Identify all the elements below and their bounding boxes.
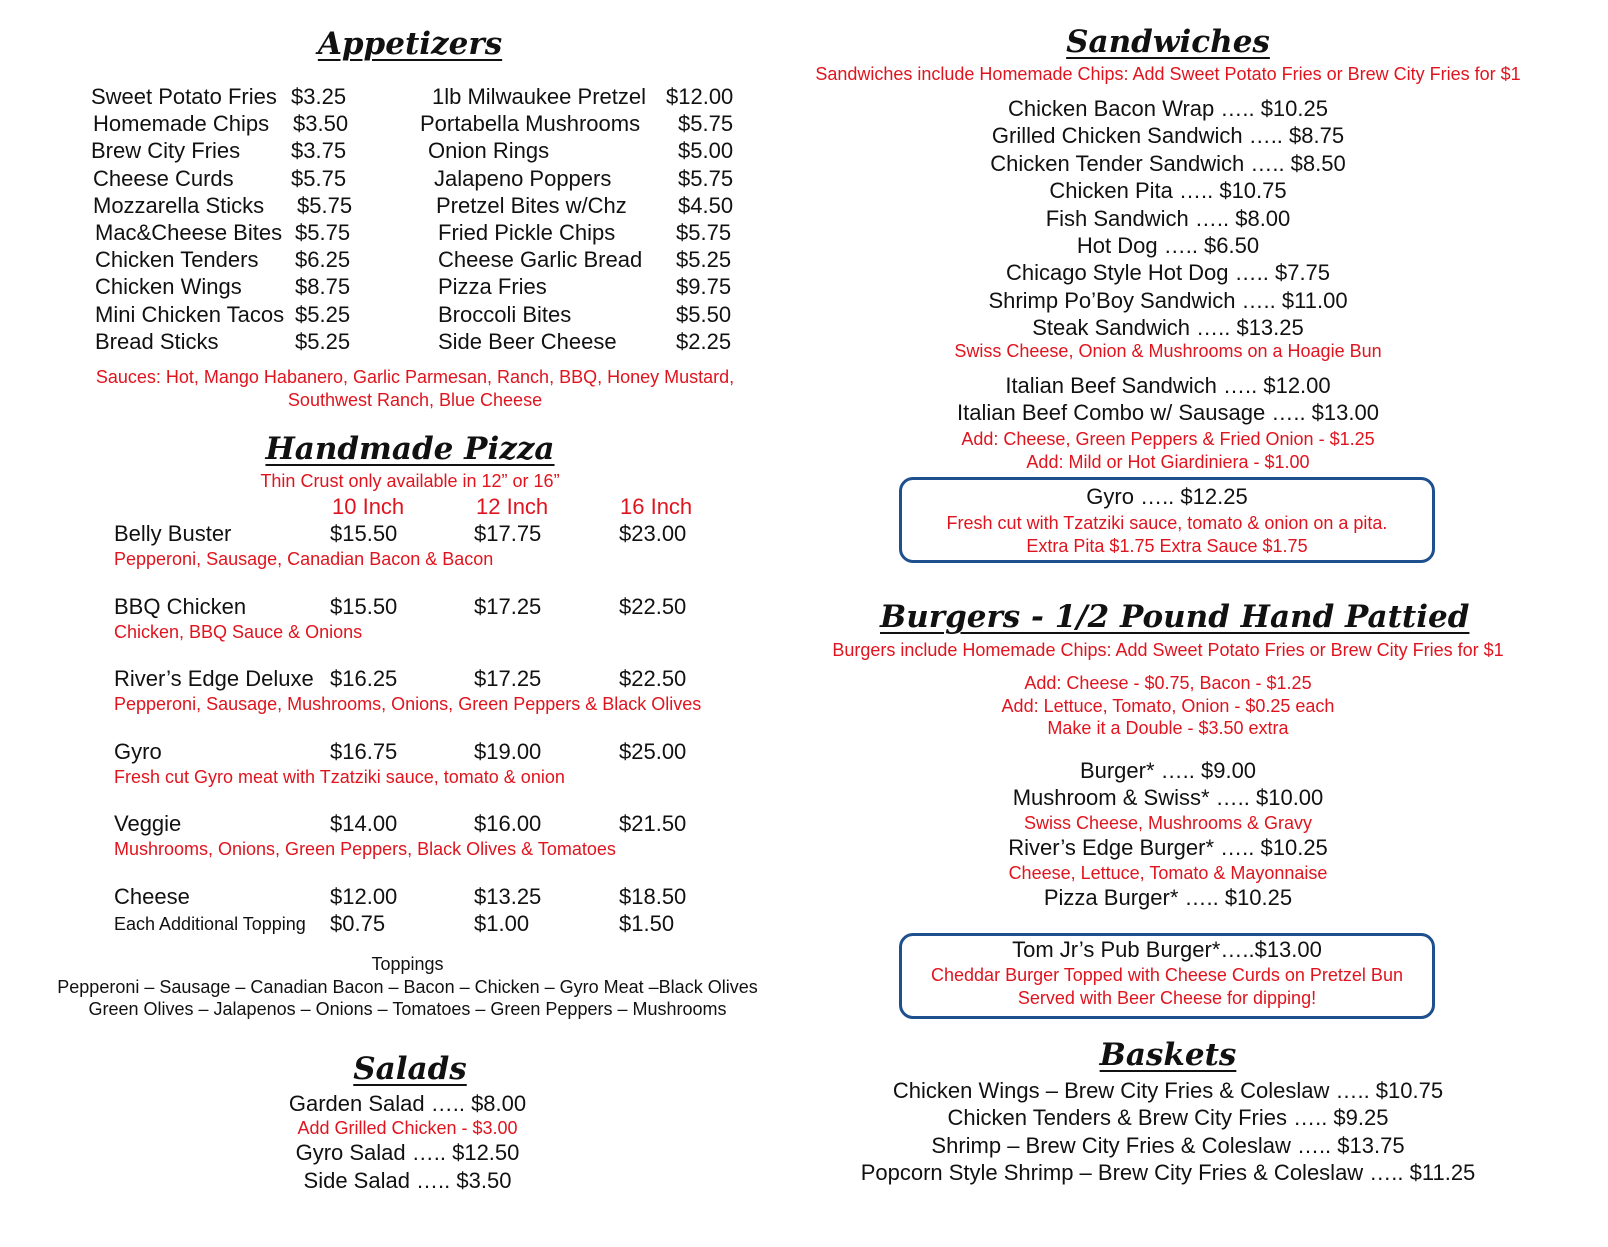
appetizer-price: $3.25 xyxy=(291,84,347,109)
appetizers-left-list xyxy=(91,84,391,356)
burger-add-2: Add: Lettuce, Tomato, Onion - $0.25 each xyxy=(1001,695,1335,716)
pub-burger-line-1: Cheddar Burger Topped with Cheese Curds on Pretzel Bun xyxy=(931,965,1403,985)
pub-burger-line-2: Served with Beer Cheese for dipping! xyxy=(1017,987,1317,1008)
sauces-note xyxy=(60,366,770,411)
pizza-price-16: $22.50 xyxy=(619,666,687,692)
burger-add-3: Make it a Double - $3.50 extra xyxy=(1047,718,1289,738)
appetizer-price: $5.75 xyxy=(676,219,732,245)
pizza-price-16: $22.50 xyxy=(619,593,687,619)
topping-row-price-10: $0.75 xyxy=(330,911,386,936)
appetizer-price: $9.75 xyxy=(676,274,732,300)
appetizer-price: $12.00 xyxy=(666,84,734,109)
toppings-line-2: Green Olives – Jalapenos – Onions – Tomatoes – Green Peppers – Mushrooms xyxy=(88,999,727,1019)
appetizer-name: Pizza Fries xyxy=(438,274,547,300)
size-16-header: 16 Inch xyxy=(620,494,693,519)
appetizer-price: $5.75 xyxy=(291,165,347,191)
appetizer-item xyxy=(91,247,391,274)
appetizer-item xyxy=(91,84,391,111)
salads-block xyxy=(200,1090,615,1195)
sandwich-item: Grilled Chicken Sandwich ….. $8.75 xyxy=(991,123,1345,149)
pizza-price-10: $14.00 xyxy=(330,811,398,837)
appetizer-item xyxy=(420,111,750,138)
gyro-box-line-2: Extra Pita $1.75 Extra Sauce $1.75 xyxy=(1026,535,1308,556)
pizza-item xyxy=(114,666,774,739)
pizza-list xyxy=(114,521,774,957)
appetizer-name: Homemade Chips xyxy=(93,111,270,137)
burger-add-1: Add: Cheese - $0.75, Bacon - $1.25 xyxy=(1024,673,1312,693)
gyro-special-box xyxy=(899,477,1435,563)
pizza-name: Cheese xyxy=(114,883,190,909)
appetizer-name: Pretzel Bites w/Chz xyxy=(436,192,627,218)
pizza-price-16: $21.50 xyxy=(619,811,687,837)
pizza-heading: Handmade Pizza xyxy=(265,431,555,467)
appetizer-item xyxy=(91,274,391,301)
toppings-block xyxy=(20,953,795,1021)
appetizer-name: Sweet Potato Fries xyxy=(91,84,277,109)
sandwich-item: Chicken Bacon Wrap ….. $10.25 xyxy=(1008,96,1328,121)
appetizer-price: $6.25 xyxy=(295,247,351,273)
pizza-name: BBQ Chicken xyxy=(114,593,247,619)
pub-burger-title: Tom Jr’s Pub Burger*…..$13.00 xyxy=(1012,937,1322,962)
appetizer-item xyxy=(420,302,750,329)
pizza-price-16: $25.00 xyxy=(619,738,687,764)
appetizer-item xyxy=(91,138,391,165)
sandwich-list xyxy=(820,95,1516,342)
burger-item-mushroom-swiss-desc: Swiss Cheese, Mushrooms & Gravy xyxy=(1023,812,1313,833)
appetizer-item xyxy=(420,138,750,165)
appetizer-item xyxy=(420,247,750,274)
appetizer-name: Mac&Cheese Bites xyxy=(95,219,283,245)
appetizer-item xyxy=(420,329,750,356)
pizza-desc: Mushrooms, Onions, Green Peppers, Black Olives & Tomatoes xyxy=(114,839,616,860)
appetizer-name: 1lb Milwaukee Pretzel xyxy=(432,84,646,109)
toppings-title: Toppings xyxy=(371,954,444,974)
sandwiches-note: Sandwiches include Homemade Chips: Add Sweet Potato Fries or Brew City Fries for $1 xyxy=(815,64,1521,84)
appetizer-name: Mozzarella Sticks xyxy=(93,192,265,218)
appetizer-price: $5.00 xyxy=(678,138,734,164)
appetizer-name: Chicken Tenders xyxy=(95,247,259,273)
salads-heading: Salads xyxy=(353,1051,467,1087)
size-12-header: 12 Inch xyxy=(476,494,549,519)
pizza-price-10: $12.00 xyxy=(330,883,398,909)
pizza-name: River’s Edge Deluxe xyxy=(114,666,314,692)
burger-item-rivers-edge-desc: Cheese, Lettuce, Tomato & Mayonnaise xyxy=(1008,862,1328,883)
basket-item: Popcorn Style Shrimp – Brew City Fries & Coleslaw ….. $11.25 xyxy=(860,1160,1476,1186)
pizza-item xyxy=(114,739,774,812)
pizza-price-10: $16.25 xyxy=(330,666,398,692)
appetizers-right-list xyxy=(420,84,750,356)
appetizer-item xyxy=(91,111,391,138)
pizza-desc: Pepperoni, Sausage, Mushrooms, Onions, Green Peppers & Black Olives xyxy=(114,694,702,715)
appetizer-name: Chicken Wings xyxy=(95,274,242,300)
pizza-item xyxy=(114,594,774,667)
pizza-name: Belly Buster xyxy=(114,521,232,546)
size-10-header: 10 Inch xyxy=(332,494,405,519)
appetizer-name: Side Beer Cheese xyxy=(438,328,617,354)
appetizer-name: Portabella Mushrooms xyxy=(420,111,641,137)
sandwich-item: Chicago Style Hot Dog ….. $7.75 xyxy=(1005,260,1331,286)
appetizer-price: $5.25 xyxy=(295,301,351,327)
appetizer-name: Onion Rings xyxy=(428,138,550,164)
pizza-price-10: $15.50 xyxy=(330,521,398,546)
appetizer-price: $5.75 xyxy=(678,165,734,191)
salad-add-chicken: Add Grilled Chicken - $3.00 xyxy=(297,1118,518,1138)
pizza-name: Gyro xyxy=(114,738,162,764)
sauces-line-2: Southwest Ranch, Blue Cheese xyxy=(287,389,543,410)
sandwich-item: Chicken Tender Sandwich ….. $8.50 xyxy=(990,150,1346,176)
salad-item-garden: Garden Salad ….. $8.00 xyxy=(288,1091,527,1116)
appetizer-item xyxy=(91,302,391,329)
beef-add-2: Add: Mild or Hot Giardiniera - $1.00 xyxy=(1026,451,1310,472)
italian-beef-combo: Italian Beef Combo w/ Sausage ….. $13.00 xyxy=(957,400,1379,426)
appetizer-name: Mini Chicken Tacos xyxy=(95,301,285,327)
baskets-heading: Baskets xyxy=(1099,1037,1237,1073)
appetizer-item xyxy=(91,193,391,220)
sandwich-item: Shrimp Po’Boy Sandwich ….. $11.00 xyxy=(988,287,1348,313)
appetizer-name: Bread Sticks xyxy=(95,328,219,354)
italian-beef-block xyxy=(820,372,1516,427)
burgers-note: Burgers include Homemade Chips: Add Sweet Potato Fries or Brew City Fries for $1 xyxy=(832,640,1504,660)
sauces-line-1: Sauces: Hot, Mango Habanero, Garlic Parmesan, Ranch, BBQ, Honey Mustard, xyxy=(95,367,735,387)
toppings-line-1: Pepperoni – Sausage – Canadian Bacon – Bacon – Chicken – Gyro Meat –Black Olives xyxy=(57,976,758,997)
appetizer-price: $5.75 xyxy=(295,219,351,245)
appetizer-price: $2.25 xyxy=(676,328,732,354)
pizza-note: Thin Crust only available in 12” or 16” xyxy=(260,471,560,491)
pizza-price-12: $19.00 xyxy=(474,738,542,764)
pizza-price-12: $17.75 xyxy=(474,521,542,546)
pizza-price-12: $13.25 xyxy=(474,883,542,909)
pizza-desc: Fresh cut Gyro meat with Tzatziki sauce, tomato & onion xyxy=(114,766,565,787)
appetizer-name: Cheese Curds xyxy=(93,165,234,191)
basket-item: Chicken Wings – Brew City Fries & Coleslaw ….. $10.75 xyxy=(892,1078,1444,1103)
pizza-desc: Chicken, BBQ Sauce & Onions xyxy=(114,621,363,642)
beef-adds xyxy=(820,428,1516,473)
appetizer-name: Cheese Garlic Bread xyxy=(438,247,643,273)
sandwich-item: Chicken Pita ….. $10.75 xyxy=(1049,178,1287,204)
appetizer-name: Jalapeno Poppers xyxy=(434,165,612,191)
pizza-price-12: $16.00 xyxy=(474,811,542,837)
sandwich-item: Hot Dog ….. $6.50 xyxy=(1076,233,1260,259)
appetizers-heading: Appetizers xyxy=(317,26,503,62)
appetizer-price: $5.50 xyxy=(676,301,732,327)
gyro-box-line-1: Fresh cut with Tzatziki sauce, tomato & onion on a pita. xyxy=(946,513,1388,533)
appetizer-item xyxy=(91,329,391,356)
pizza-price-16: $23.00 xyxy=(619,521,687,546)
pizza-name: Veggie xyxy=(114,811,182,837)
appetizer-price: $3.75 xyxy=(291,138,347,164)
burger-list xyxy=(820,757,1516,912)
topping-row-label: Each Additional Topping xyxy=(114,914,306,934)
burger-item-rivers-edge: River’s Edge Burger* ….. $10.25 xyxy=(1008,834,1328,860)
beef-add-1: Add: Cheese, Green Peppers & Fried Onion - $1.25 xyxy=(961,429,1375,449)
burger-item-pizza: Pizza Burger* ….. $10.25 xyxy=(1043,884,1293,910)
pub-burger-special-box xyxy=(899,933,1435,1019)
pizza-item xyxy=(114,811,774,884)
gyro-box-title: Gyro ….. $12.25 xyxy=(1086,484,1248,509)
basket-item: Shrimp – Brew City Fries & Coleslaw ….. $13.75 xyxy=(931,1132,1405,1158)
appetizer-price: $5.75 xyxy=(297,192,353,218)
sandwiches-heading: Sandwiches xyxy=(1066,24,1270,60)
appetizer-price: $5.25 xyxy=(295,328,351,354)
appetizer-item xyxy=(420,220,750,247)
appetizer-item xyxy=(420,193,750,220)
appetizer-item xyxy=(91,166,391,193)
appetizer-item xyxy=(420,84,750,111)
burger-item-mushroom-swiss: Mushroom & Swiss* ….. $10.00 xyxy=(1012,785,1324,811)
appetizer-price: $8.75 xyxy=(295,274,351,300)
steak-note: Swiss Cheese, Onion & Mushrooms on a Hoagie Bun xyxy=(954,341,1382,361)
pizza-item xyxy=(114,521,774,594)
pizza-price-12: $17.25 xyxy=(474,593,542,619)
appetizer-item xyxy=(420,166,750,193)
appetizer-price: $4.50 xyxy=(678,192,734,218)
appetizer-name: Brew City Fries xyxy=(91,138,241,164)
burger-item-burger: Burger* ….. $9.00 xyxy=(1079,758,1257,783)
burgers-heading: Burgers - 1/2 Pound Hand Pattied xyxy=(880,599,1470,635)
appetizer-price: $5.25 xyxy=(676,247,732,273)
basket-list xyxy=(780,1077,1556,1187)
appetizer-item xyxy=(420,274,750,301)
pizza-price-12: $17.25 xyxy=(474,666,542,692)
topping-row-price-16: $1.50 xyxy=(619,911,675,936)
basket-item: Chicken Tenders & Brew City Fries ….. $9.25 xyxy=(947,1105,1389,1131)
appetizer-price: $3.50 xyxy=(293,111,349,137)
appetizer-name: Fried Pickle Chips xyxy=(438,219,616,245)
pizza-price-10: $16.75 xyxy=(330,738,398,764)
sandwich-item: Steak Sandwich ….. $13.25 xyxy=(1032,315,1304,341)
italian-beef-sandwich: Italian Beef Sandwich ….. $12.00 xyxy=(1005,373,1331,398)
pizza-price-10: $15.50 xyxy=(330,593,398,619)
burger-adds xyxy=(820,672,1516,740)
pizza-price-16: $18.50 xyxy=(619,883,687,909)
salad-item-side: Side Salad ….. $3.50 xyxy=(303,1168,512,1193)
sandwich-item: Fish Sandwich ….. $8.00 xyxy=(1045,205,1291,231)
salad-item-gyro: Gyro Salad ….. $12.50 xyxy=(295,1140,520,1165)
appetizer-price: $5.75 xyxy=(678,111,734,137)
pizza-desc: Pepperoni, Sausage, Canadian Bacon & Bacon xyxy=(114,549,494,569)
topping-row-price-12: $1.00 xyxy=(474,911,530,936)
appetizer-name: Broccoli Bites xyxy=(438,301,572,327)
appetizer-item xyxy=(91,220,391,247)
